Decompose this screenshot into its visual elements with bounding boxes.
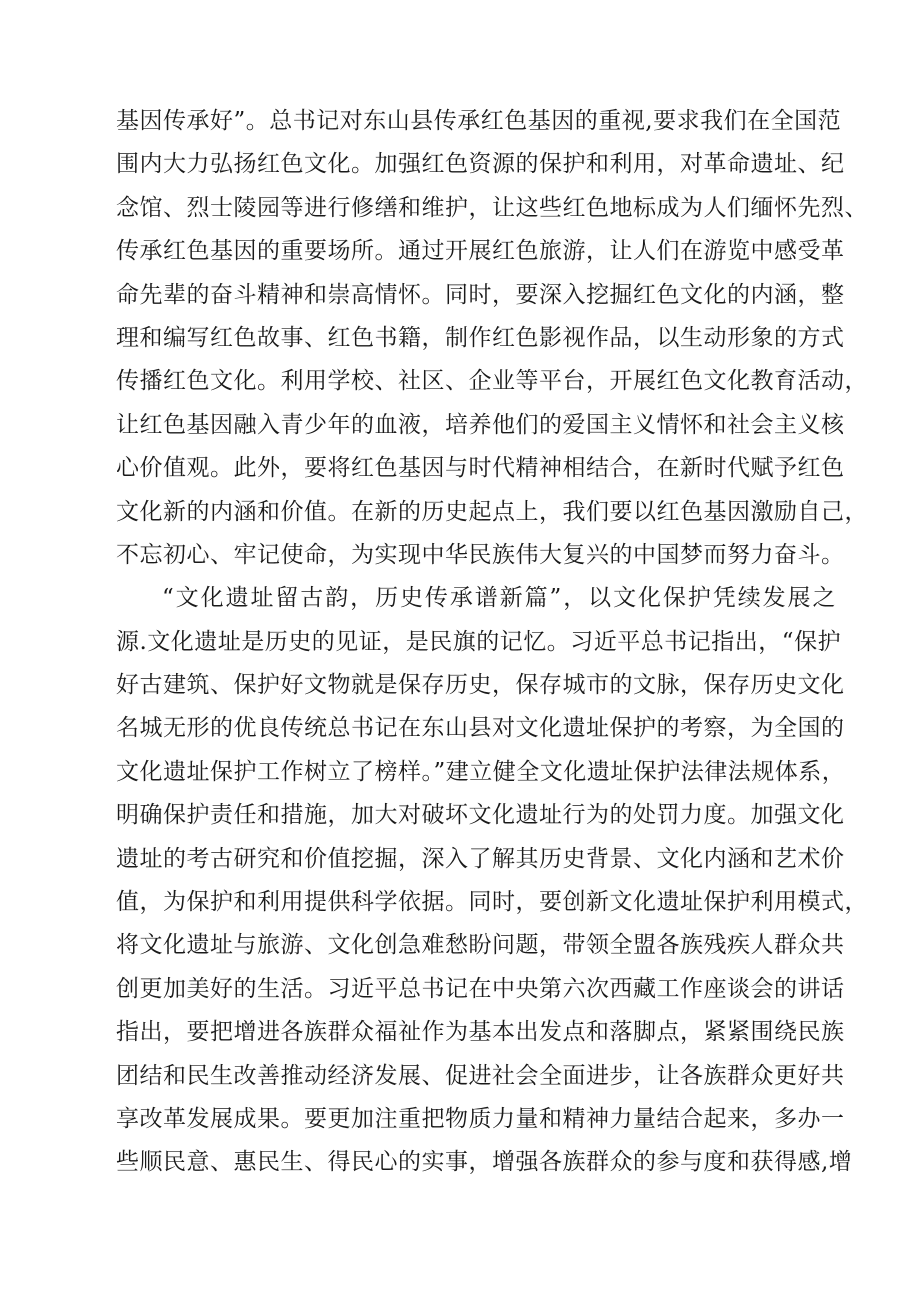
paragraph-end-line: 不忘初心、牢记使命，为实现中华民族伟大复兴的中国梦而努力奋斗。 [116,541,845,568]
text-line: 值，为保护和利用提供科学依据。同时，要创新文化遗址保护利用模式， [116,889,868,916]
text-line: 源.文化遗址是历史的见证，是民旗的记忆。习近平总书记指出，“保护 [116,628,842,655]
text-line: 明确保护责任和措施，加大对破坏文化遗址行为的处罚力度。加强文化 [116,802,845,829]
text-line: 文化遗址保护工作树立了榜样。”建立健全文化遗址保护法律法规体系， [116,758,846,785]
text-line: 创更加美好的生活。习近平总书记在中央第六次西藏工作座谈会的讲话 [116,975,845,1002]
text-line: 将文化遗址与旅游、文化创急难愁盼问题，带领全盟各族残疾人群众共 [116,932,845,959]
text-line: 命先辈的奋斗精神和崇高情怀。同时，要深入挖掘红色文化的内涵，整 [116,281,845,308]
text-line: 遗址的考古研究和价值挖掘，深入了解其历史背景、文化内涵和艺术价 [116,845,845,872]
text-line: 好古建筑、保护好文物就是保存历史，保存城市的文脉，保存历史文化 [116,672,845,699]
paragraph-start-line: “文化遗址留古韵，历史传承谱新篇”，以文化保护凭续发展之 [162,585,836,612]
text-line: 基因传承好”。总书记对东山县传承红色基因的重视,要求我们在全国范 [116,108,842,134]
text-line: 让红色基因融入青少年的血液，培养他们的爱国主义情怀和社会主义核 [116,411,845,438]
text-line: 文化新的内涵和价值。在新的历史起点上，我们要以红色基因激励自己， [116,498,868,525]
text-line: 念馆、烈士陵园等进行修缮和维护，让这些红色地标成为人们缅怀先烈、 [116,194,868,221]
text-line: 传承红色基因的重要场所。通过开展红色旅游，让人们在游览中感受革 [116,238,845,265]
text-line: 指出，要把增进各族群众福祉作为基本出发点和落脚点，紧紧围绕民族 [116,1019,845,1046]
text-line: 理和编写红色故事、红色书籍，制作红色影视作品，以生动形象的方式 [116,324,845,351]
body-text [116,100,868,1185]
text-line: 名城无形的优良传统总书记在东山县对文化遗址保护的考察，为全国的 [116,715,845,742]
text-line: 围内大力弘扬红色文化。加强红色资源的保护和利用，对革命遗址、纪 [116,151,845,178]
text-line: 心价值观。此外，要将红色基因与时代精神相结合，在新时代赋予红色 [116,455,845,482]
text-line: 传播红色文化。利用学校、社区、企业等平台，开展红色文化教育活动， [116,368,868,395]
text-line: 享改革发展成果。要更加注重把物质力量和精神力量结合起来，多办一 [116,1105,845,1132]
text-line: 团结和民生改善推动经济发展、促进社会全面进步，让各族群众更好共 [116,1062,845,1089]
text-line: 些顺民意、惠民生、得民心的实事，增强各族群众的参与度和获得感,增 [116,1149,853,1176]
